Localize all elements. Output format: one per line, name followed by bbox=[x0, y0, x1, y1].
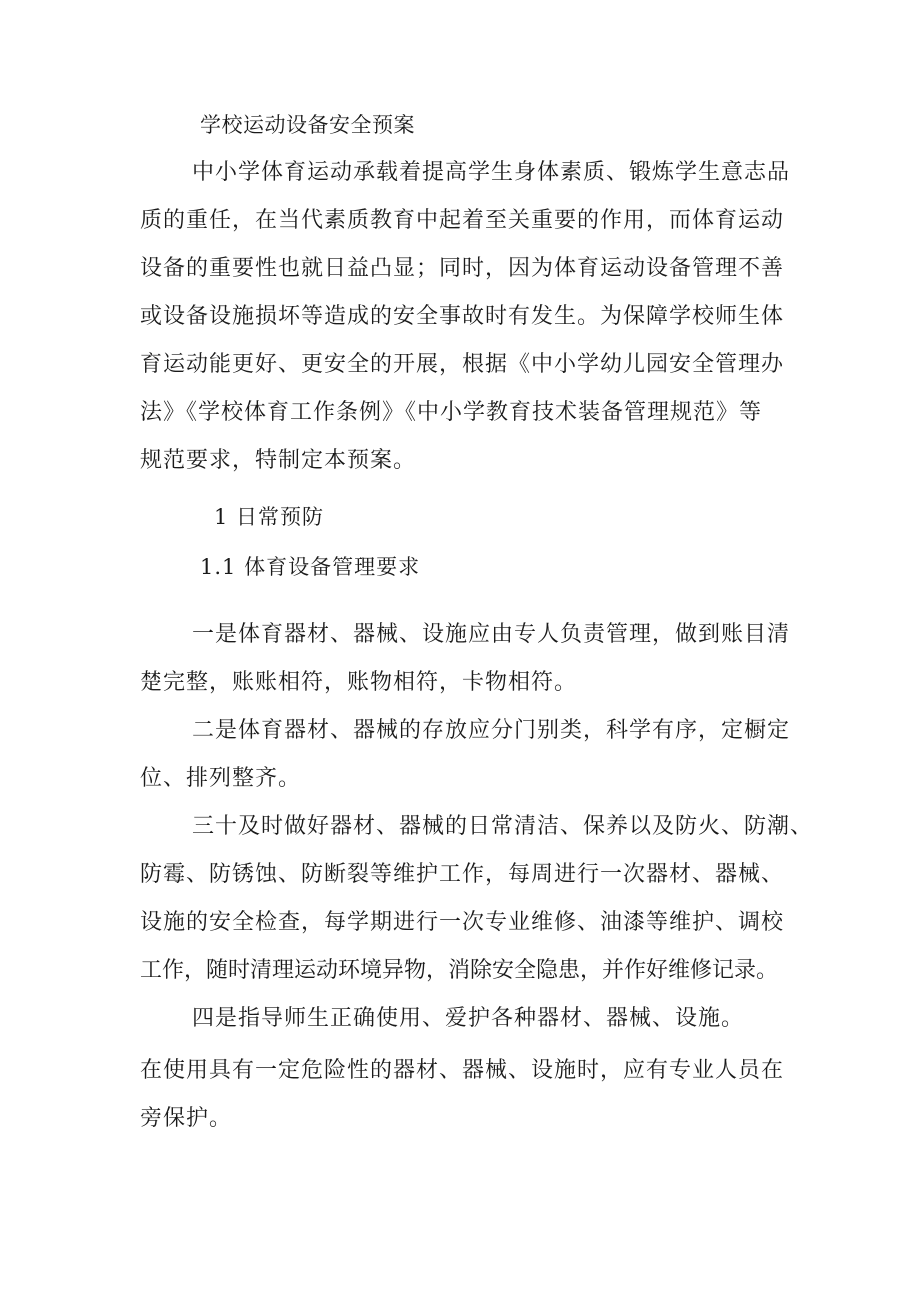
item-1-line-2: 楚完整，账账相符，账物相符，卡物相符。 bbox=[140, 670, 578, 695]
item-2-line-1: 二是体育器材、器械的存放应分门别类，科学有序，定橱定 bbox=[192, 718, 791, 743]
document-title: 学校运动设备安全预案 bbox=[200, 113, 415, 137]
intro-line-4: 或设备设施损坏等造成的安全事故时有发生。为保障学校师生体 bbox=[140, 304, 785, 329]
intro-line-3: 设备的重要性也就日益凸显；同时，因为体育运动设备管理不善 bbox=[140, 256, 785, 281]
intro-line-1: 中小学体育运动承载着提高学生身体素质、锻炼学生意志品 bbox=[192, 160, 791, 185]
item-4-line-3: 旁保护。 bbox=[140, 1106, 233, 1131]
intro-line-5: 育运动能更好、更安全的开展，根据《中小学幼儿园安全管理办 bbox=[140, 352, 785, 377]
intro-line-7: 规范要求，特制定本预案。 bbox=[140, 448, 417, 473]
item-3-line-2: 防霉、防锈蚀、防断裂等维护工作，每周进行一次器材、器械、 bbox=[140, 862, 785, 887]
section-heading-1: 1 日常预防 bbox=[214, 505, 325, 529]
item-2-line-2: 位、排列整齐。 bbox=[140, 766, 302, 791]
item-3-line-4: 工作，随时清理运动环境异物，消除安全隐患，并作好维修记录。 bbox=[140, 958, 779, 983]
item-4-line-2: 在使用具有一定危险性的器材、器械、设施时，应有专业人员在 bbox=[140, 1058, 785, 1083]
item-3-line-1: 三十及时做好器材、器械的日常清洁、保养以及防火、防潮、 bbox=[192, 814, 814, 839]
item-1-line-1: 一是体育器材、器械、设施应由专人负责管理，做到账目清 bbox=[192, 622, 791, 647]
intro-line-6: 法》《学校体育工作条例》《中小学教育技术装备管理规范》等 bbox=[140, 400, 763, 425]
intro-line-2: 质的重任，在当代素质教育中起着至关重要的作用，而体育运动 bbox=[140, 208, 785, 233]
section-heading-1-1: 1.1 体育设备管理要求 bbox=[200, 555, 421, 579]
item-4-line-1: 四是指导师生正确使用、爱护各种器材、器械、设施。 bbox=[192, 1006, 745, 1031]
item-3-line-3: 设施的安全检查，每学期进行一次专业维修、油漆等维护、调校 bbox=[140, 910, 785, 935]
